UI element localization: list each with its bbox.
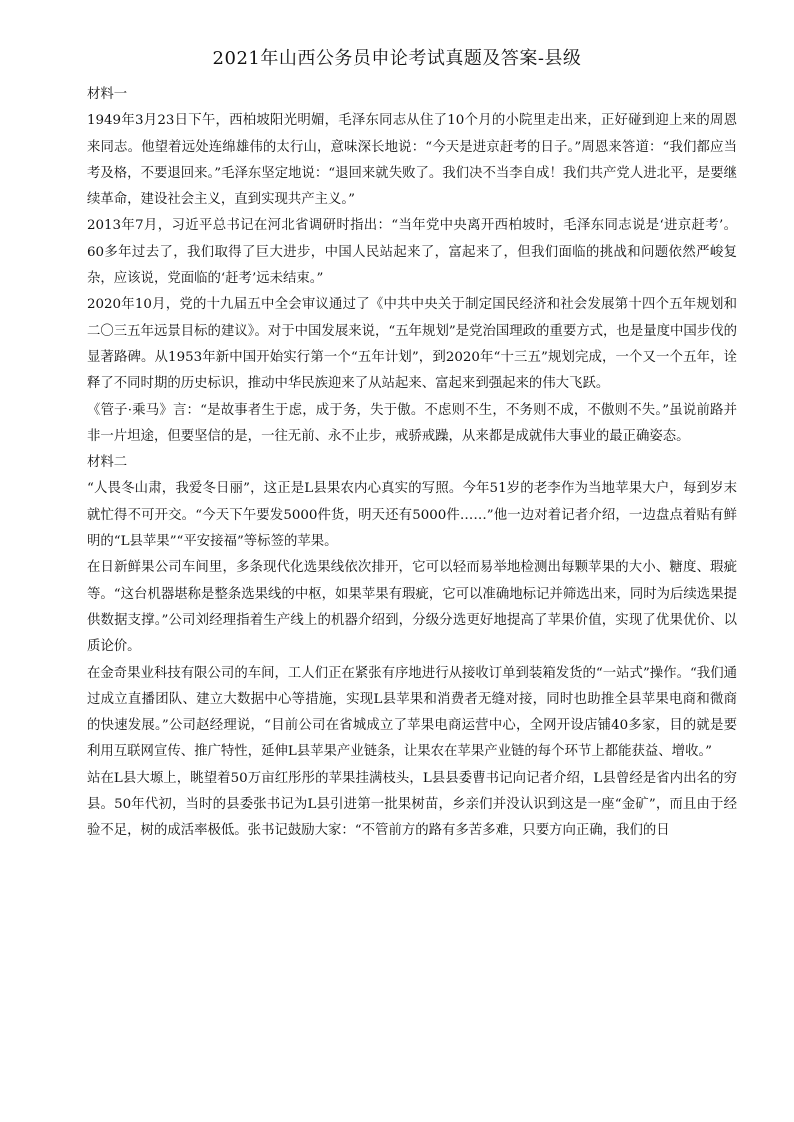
paragraph: 在日新鲜果公司车间里，多条现代化选果线依次排开，它可以轻而易举地检测出每颗苹果的大小、糖度、瑕疵等。“这台机器堪称是整条选果线的中枢，如果苹果有瑕疵，它可以准确地标记并筛选出来，同时为后续选果提供数据支撑。”公司刘经理指着生产线上的机器介绍到，分级分选更好地提高了苹果价值，实现了优果优价、以质论价。 (87, 560, 737, 655)
section-heading-material-1: 材料一 (87, 87, 128, 102)
section-heading-material-2: 材料二 (87, 455, 128, 471)
document-body (87, 82, 737, 845)
paragraph: 2013年7月，习近平总书记在河北省调研时指出：“当年党中央离开西柏坡时，毛泽东同志说是‘进京赶考’。60多年过去了，我们取得了巨大进步，中国人民站起来了，富起来了，但我们面临的挑战和问题依然严峻复杂，应该说，党面临的‘赶考’远未结束。” (87, 218, 737, 287)
paragraph: 在金奇果业科技有限公司的车间，工人们正在紧张有序地进行从接收订单到装箱发货的“一站式”操作。“我们通过成立直播团队、建立大数据中心等措施，实现L县苹果和消费者无缝对接，同时也助推全县苹果电商和微商的快速发展。”公司赵经理说，“目前公司在省城成立了苹果电商运营中心，全网开设店铺40多家，目的就是要利用互联网宣传、推广特性，延伸L县苹果产业链条，让果农在苹果产业链的每个环节上都能获益、增收。” (87, 665, 737, 760)
page-title: 2021年山西公务员申论考试真题及答案-县级 (212, 48, 582, 69)
paragraph: 站在L县大塬上，眺望着50万亩红彤彤的苹果挂满枝头，L县县委曹书记向记者介绍，L县曾经是省内出名的穷县。50年代初，当时的县委张书记为L县引进第一批果树苗，乡亲们并没认识到这是一座“金矿”，而且由于经验不足，树的成活率极低。张书记鼓励大家：“不管前方的路有多苦多难，只要方向正确，我们的日 (87, 770, 737, 839)
paragraph: 《管子·乘马》言：“是故事者生于虑，成于务，失于傲。不虑则不生，不务则不成，不傲则不失。”虽说前路并非一片坦途，但要坚信的是，一往无前、永不止步，戒骄戒躁，从来都是成就伟大事业的最正确姿态。 (87, 402, 737, 444)
paragraph: “人畏冬山肃，我爱冬日丽”，这正是L县果农内心真实的写照。今年51岁的老李作为当地苹果大户，每到岁末就忙得不可开交。“今天下午要发5000件货，明天还有5000件……”他一边对着记者介绍，一边盘点着贴有鲜明的“L县苹果”“平安接福”等标签的苹果。 (87, 481, 737, 550)
paragraph: 2020年10月，党的十九届五中全会审议通过了《中共中央关于制定国民经济和社会发展第十四个五年规划和二〇三五年远景目标的建议》。对于中国发展来说，“五年规划”是党治国理政的重要方式，也是量度中国步伐的显著路碑。从1953年新中国开始实行第一个“五年计划”，到2020年“十三五”规划完成，一个又一个五年，诠释了不同时期的历史标识，推动中华民族迎来了从站起来、富起来到强起来的伟大飞跃。 (87, 297, 737, 392)
paragraph: 1949年3月23日下午，西柏坡阳光明媚，毛泽东同志从住了10个月的小院里走出来，正好碰到迎上来的周恩来同志。他望着远处连绵雄伟的太行山，意味深长地说：“今天是进京赶考的日子。”周恩来答道：“我们都应当考及格，不要退回来。”毛泽东坚定地说：“退回来就失败了。我们决不当李自成！我们共产党人进北平，是要继续革命，建设社会主义，直到实现共产主义。” (87, 113, 737, 208)
